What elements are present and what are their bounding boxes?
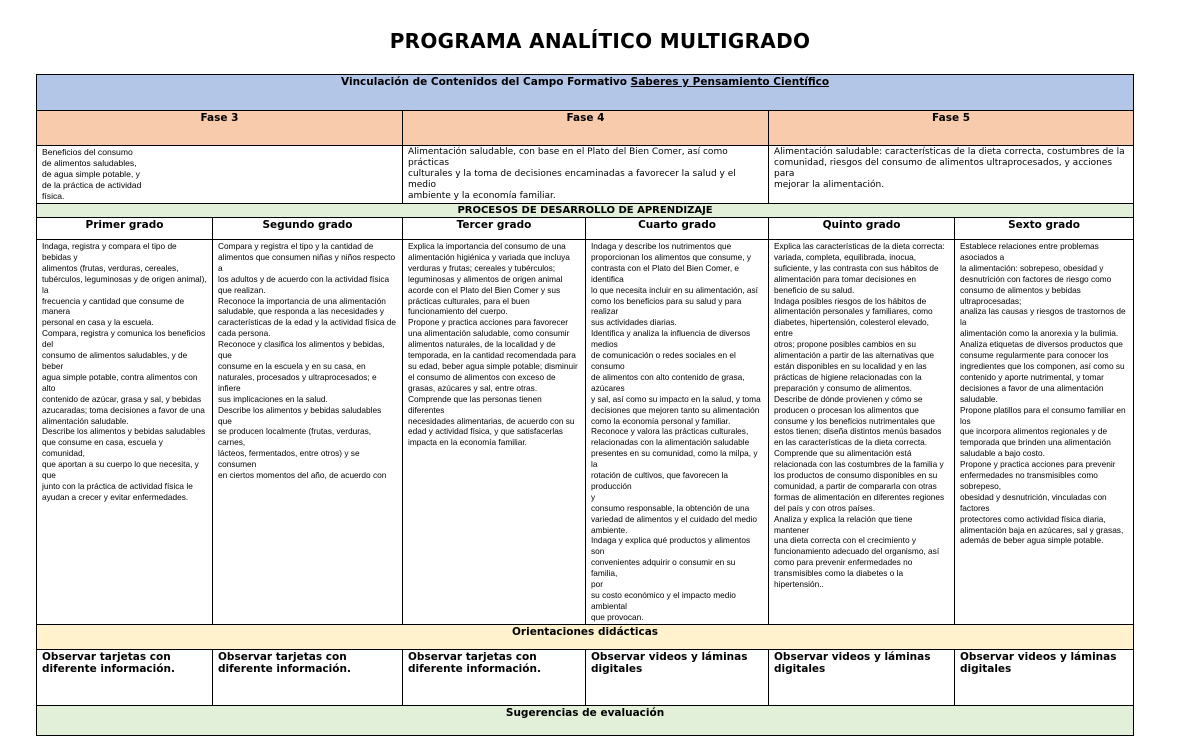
tercer-grado-header: Tercer grado (403, 218, 586, 240)
fase-3-content (37, 146, 403, 204)
text-line: tubérculos, leguminosas y de origen animal), (42, 273, 207, 284)
text-line: convenientes adquirir o consumir en su familia, (591, 557, 736, 579)
text-line: funcionamiento adecuado del organismo, así (774, 546, 940, 557)
text-line: comunidad, a partir de compararla con otras (774, 480, 937, 491)
orientacion-sexto-grado: Observar videos y láminas digitales (955, 649, 1134, 705)
text-line: están disponibles en su localidad y en las (774, 360, 927, 371)
text-line: protectores como actividad física diaria, (960, 513, 1106, 524)
text-line: Describe los alimentos y bebidas saludables que (218, 404, 382, 426)
text-line: ambiente. (591, 524, 628, 535)
text-line: leguminosas y alimentos de origen animal (408, 273, 563, 284)
text-line: comunidad, riesgos del consumo de alimentos ultraprocesados, y acciones para (774, 158, 1113, 179)
text-line: consume en la escuela y en su casa, en (218, 360, 366, 371)
campo-formativo-link: Saberes y Pensamiento Científico (630, 76, 830, 88)
text-line: características de la edad y la actividad física de (218, 317, 397, 328)
text-line: diabetes, hipertensión, colesterol elevado, entre (774, 317, 929, 339)
text-line: ambiente y la economía familiar. (408, 191, 556, 201)
text-line: los (960, 415, 971, 426)
text-line: como la economía personal y familiar. (591, 415, 731, 426)
text-line: alimentación personales y familiares, como (774, 306, 933, 317)
text-line: Explica la importancia del consumo de una (408, 241, 566, 251)
segundo-grado-content (213, 240, 403, 625)
text-line: de alimentos con alto contenido de grasa, (591, 371, 745, 382)
text-line: agua simple potable, contra alimentos con alto (42, 371, 198, 393)
text-line: impacta en la economía familiar. (408, 437, 527, 448)
text-line: el consumo de alimentos con exceso de (408, 371, 556, 382)
procesos-header: PROCESOS DE DESARROLLO DE APRENDIZAJE (37, 204, 1134, 218)
text-line: decisiones a favor de una alimentación (960, 382, 1104, 393)
text-line: Compara y registra el tipo y la cantidad de (218, 241, 374, 251)
text-line: como los beneficios para su salud y para realizar (591, 295, 742, 317)
text-line: ambiental (591, 600, 627, 611)
text-line: de alimentos saludables, (42, 158, 137, 168)
text-line: factores (960, 502, 990, 513)
text-line: contenido y aporte nutrimental, y tomar (960, 371, 1104, 382)
text-line: en las características de la dieta correcta. (774, 437, 928, 448)
text-line: alimentos que consumen niñas y niños respecto a (218, 251, 396, 273)
text-line: saludable, que responda a las necesidades y (218, 306, 385, 317)
text-line: estos tienen; diseña distintos menús basados (774, 426, 942, 437)
vinculacion-prefix: Vinculación de Contenidos del Campo Formativo (341, 76, 631, 88)
text-line: necesidades alimentarias, de acuerdo con su (408, 415, 575, 426)
text-line: cada persona. (218, 328, 271, 339)
text-line: azucaradas; toma decisiones a favor de una (42, 404, 205, 415)
text-line: en ciertos momentos del año, de acuerdo con (218, 470, 387, 481)
text-line: física. (42, 191, 65, 201)
text-line: alimentación higiénica y variada que incluya (408, 251, 570, 262)
text-line: decisiones que mejoren tanto su alimentación (591, 404, 760, 415)
text-line: Beneficios del consumo (42, 147, 133, 157)
orientacion-quinto-grado: Observar videos y láminas digitales (769, 649, 955, 705)
text-line: ultraprocesadas; (960, 295, 1022, 306)
text-line: formas de alimentación en diferentes regiones (774, 491, 945, 502)
text-line: funcionamiento del cuerpo. (408, 306, 508, 317)
text-line: alimentación baja en azúcares, sal y grasas, (960, 524, 1124, 535)
text-line: transmisibles como la diabetes o la (774, 568, 904, 579)
page-title: PROGRAMA ANALÍTICO MULTIGRADO (389, 29, 811, 53)
text-line: alimentación como la anorexia y la bulimia. (960, 328, 1119, 339)
text-line: sobrepeso, (960, 480, 1002, 491)
text-line: alimentación a partir de las alternativas que (774, 350, 935, 361)
text-line: Explica las características de la dieta correcta: (774, 241, 945, 251)
text-line: verduras y frutas; cereales y tubérculos; (408, 262, 556, 273)
text-line: Compara, registra y comunica los beneficios (42, 328, 206, 339)
quinto-grado-header: Quinto grado (769, 218, 955, 240)
fase-5-header: Fase 5 (769, 111, 1134, 146)
cuarto-grado-content (586, 240, 769, 625)
text-line: saludable a bajo costo. (960, 448, 1045, 459)
text-line: Indaga, registra y compara el tipo de bebidas y (42, 241, 177, 262)
text-line: Propone platillos para el consumo familiar en (960, 404, 1126, 415)
text-line: Analiza etiquetas de diversos productos que (960, 339, 1123, 350)
text-line: junto con la práctica de actividad física le (42, 480, 193, 491)
vinculacion-header (37, 75, 1134, 111)
text-line: temporada que brinden una alimentación (960, 437, 1111, 448)
text-line: Indaga y explica qué productos y alimentos son (591, 535, 751, 557)
text-line: Propone y practica acciones para prevenir (960, 459, 1116, 470)
sexto-grado-content (955, 240, 1134, 625)
text-line: Reconoce la importancia de una alimentación (218, 295, 386, 306)
text-line: medios (591, 339, 618, 350)
text-line: por (591, 579, 603, 590)
text-line: se producen localmente (frutas, verduras, carnes, (218, 426, 372, 448)
text-line: beneficio de su salud. (774, 284, 855, 295)
text-line: sus implicaciones en la salud. (218, 393, 328, 404)
text-line: mejorar la alimentación. (774, 180, 885, 190)
text-line: contenido de azúcar, grasa y sal, y bebidas (42, 393, 202, 404)
text-line: que incorpora alimentos regionales y de (960, 426, 1108, 437)
text-line: acorde con el Plato del Bien Comer y sus (408, 284, 561, 295)
text-line: consume y los beneficios nutrimentales que (774, 415, 935, 426)
text-line: que realizan. (218, 284, 266, 295)
text-line: del (42, 339, 54, 350)
text-line: del país y con otros países. (774, 502, 876, 513)
fase-4-header: Fase 4 (403, 111, 769, 146)
text-line: Reconoce y valora las prácticas culturales, (591, 426, 749, 437)
text-line: ayudan a crecer y evitar enfermedades. (42, 491, 189, 502)
text-line: consumo de alimentos y bebidas (960, 284, 1081, 295)
fase-5-content (769, 146, 1134, 204)
text-line: consumo de alimentos saludables, y de beber (42, 350, 188, 371)
program-table (36, 74, 1134, 736)
text-line: los adultos y de acuerdo con la actividad física (218, 273, 390, 284)
text-line: culturales y la toma de decisiones encaminadas a favorecer la salud y el medio (408, 169, 736, 190)
text-line: Describe de dónde provienen y cómo se (774, 393, 923, 404)
text-line: de la práctica de actividad (42, 180, 142, 190)
primer-grado-header: Primer grado (37, 218, 213, 240)
text-line: Indaga posibles riesgos de los hábitos de (774, 295, 927, 306)
text-line: de comunicación o redes sociales en el consumo (591, 350, 736, 371)
text-line: y sal, así como su impacto en la salud, y toma (591, 393, 761, 404)
text-line: Establece relaciones entre problemas (960, 241, 1099, 251)
fase-3-header: Fase 3 (37, 111, 403, 146)
text-line: preparación y consumo de alimentos. (774, 382, 912, 393)
text-line: analiza las causas y riesgos de trastornos de la (960, 306, 1126, 328)
text-line: que consume en casa, escuela y comunidad, (42, 437, 163, 459)
text-line: hipertensión.. (774, 579, 824, 590)
text-line: Alimentación saludable, con base en el Plato del Bien Comer, así como prácticas (408, 147, 728, 168)
text-line: Comprende que las personas tienen diferentes (408, 393, 542, 415)
text-line: azúcares (591, 382, 625, 393)
text-line: lácteos, fermentados, entre otros) y se consumen (218, 448, 360, 470)
text-line: consumo responsable, la obtención de una (591, 502, 750, 513)
text-line: además de beber agua simple potable. (960, 535, 1104, 546)
text-line: identifica (591, 273, 624, 284)
text-line: contrasta con el Plato del Bien Comer, e (591, 262, 740, 273)
text-line: alimentos (frutas, verduras, cereales, (42, 262, 179, 273)
orientacion-segundo-grado: Observar tarjetas con diferente información. (213, 649, 403, 705)
text-line: grasas, azúcares y sal, entre otras. (408, 382, 538, 393)
text-line: la (42, 284, 49, 295)
text-line: frecuencia y cantidad que consume de manera (42, 295, 185, 317)
text-line: saludable. (960, 393, 998, 404)
text-line: prácticas culturales, para el buen (408, 295, 530, 306)
segundo-grado-header: Segundo grado (213, 218, 403, 240)
text-line: y (591, 491, 596, 502)
text-line: edad y actividad física, y que satisfacerlas (408, 426, 563, 437)
fase-4-content (403, 146, 769, 204)
quinto-grado-content (769, 240, 955, 625)
text-line: la alimentación: sobrepeso, obesidad y (960, 262, 1104, 273)
text-line: lo que necesita incluir en su alimentación, así (591, 284, 758, 295)
text-line: personal en casa y la escuela. (42, 317, 154, 328)
text-line: consume regularmente para conocer los (960, 350, 1109, 361)
text-line: que provocan. (591, 611, 644, 622)
text-line: que aportan a su cuerpo lo que necesita, y que (42, 459, 199, 481)
text-line: asociados a (960, 251, 1005, 262)
sexto-grado-header: Sexto grado (955, 218, 1134, 240)
text-line: ingredientes que los componen, así como su (960, 360, 1125, 371)
text-line: alimentación saludable. (42, 415, 129, 426)
text-line: obesidad y desnutrición, vinculadas con (960, 491, 1107, 502)
text-line: como para prevenir enfermedades no (774, 557, 913, 568)
text-line: de agua simple potable, y (42, 169, 140, 179)
text-line: Identifica y analiza la influencia de diversos (591, 328, 751, 339)
text-line: alimentación para tomar decisiones en (774, 273, 917, 284)
orientaciones-header: Orientaciones didácticas (37, 624, 1134, 649)
orientacion-primer-grado: Observar tarjetas con diferente información. (37, 649, 213, 705)
text-line: naturales, procesados y ultraprocesados; e infiere (218, 371, 377, 393)
text-line: Alimentación saludable: características de la dieta correcta, costumbres de la (774, 147, 1125, 157)
orientacion-cuarto-grado: Observar videos y láminas digitales (586, 649, 769, 705)
tercer-grado-content (403, 240, 586, 625)
text-line: relacionadas con la alimentación saludable (591, 437, 750, 448)
text-line: una dieta correcta con el crecimiento y (774, 535, 917, 546)
sugerencias-header: Sugerencias de evaluación (37, 705, 1134, 735)
primer-grado-content (37, 240, 213, 625)
text-line: otros; propone posibles cambios en su (774, 339, 917, 350)
orientacion-tercer-grado: Observar tarjetas con diferente información. (403, 649, 586, 705)
text-line: relacionada con las costumbres de la familia y (774, 459, 944, 470)
text-line: variada, completa, equilibrada, inocua, (774, 251, 917, 262)
text-line: producen o procesan los alimentos que (774, 404, 919, 415)
text-line: Comprende que su alimentación está (774, 448, 912, 459)
text-line: rotación de cultivos, que favorecen la producción (591, 470, 728, 491)
text-line: su edad, beber agua simple potable; disminuir (408, 360, 578, 371)
text-line: variedad de alimentos y el cuidado del medio (591, 513, 758, 524)
text-line: prácticas de higiene relacionadas con la (774, 371, 922, 382)
text-line: Reconoce y clasifica los alimentos y bebidas, que (218, 339, 385, 361)
text-line: sus actividades diarias. (591, 317, 677, 328)
text-line: proporcionan los alimentos que consume, y (591, 251, 752, 262)
text-line: Propone y practica acciones para favorecer (408, 317, 569, 328)
text-line: suficiente, y las contrasta con sus hábitos de (774, 262, 939, 273)
text-line: temporada, en la cantidad recomendada para (408, 350, 576, 361)
text-line: su costo económico y el impacto medio (591, 590, 736, 600)
text-line: presentes en su comunidad, como la milpa, y la (591, 448, 758, 470)
text-line: enfermedades no transmisibles como (960, 470, 1098, 481)
cuarto-grado-header: Cuarto grado (586, 218, 769, 240)
text-line: alimentos naturales, de la localidad y de (408, 339, 556, 350)
text-line: Analiza y explica la relación que tiene mantener (774, 513, 913, 535)
text-line: una alimentación saludable, como consumir (408, 328, 570, 339)
text-line: Indaga y describe los nutrimentos que (591, 241, 732, 251)
text-line: los productos de consumo disponibles en su (774, 470, 938, 481)
text-line: Describe los alimentos y bebidas saludables (42, 426, 206, 437)
text-line: desnutrición con factores de riesgo como (960, 273, 1112, 284)
